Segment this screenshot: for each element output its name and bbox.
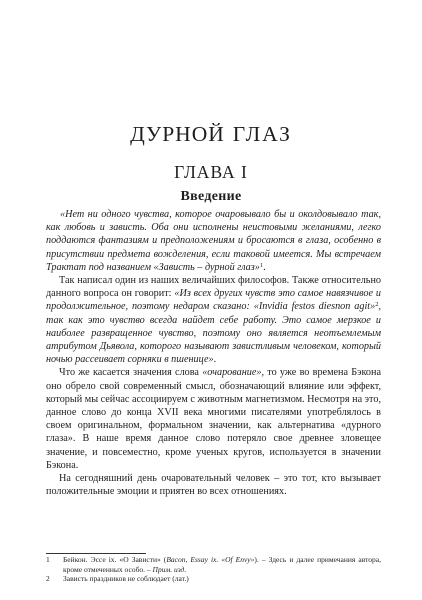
paragraph-1-tail: . (263, 261, 266, 273)
paragraph-3-lead: Что же касается значения слова (59, 367, 203, 379)
footnote-text (63, 555, 381, 574)
footnote-1-source: Bacon, Essay ix. «Of Envy» (166, 555, 255, 564)
title-word-1: ДУРНОЙ (130, 122, 225, 146)
footnote-ref-2: 2 (375, 301, 379, 309)
footnote-2 (46, 574, 381, 584)
footnote-text: Зависть праздников не соблюдает (лат.) (63, 574, 189, 584)
chapter-heading: ГЛАВА I (174, 162, 248, 182)
paragraph-2 (46, 274, 381, 366)
body-text (46, 208, 381, 498)
footnote-number: 2 (46, 574, 50, 584)
section-heading: Введение (180, 189, 242, 204)
paragraph-3-word: «очарование» (202, 367, 262, 379)
footnote-1-publisher-note: Прим. изд. (152, 564, 187, 574)
paragraph-2-lead: Так написал один из наших величайших философов. Также относительно данного вопроса он говорит: (46, 275, 381, 300)
footnote-divider (46, 553, 146, 554)
title-word-2: ГЛАЗ (232, 122, 292, 146)
footnote-1 (46, 555, 381, 574)
paragraph-4: На сегодняшний день очаровательный человек – это тот, кто вызывает положительные эмоции и приятен во всех отношениях. (46, 473, 381, 498)
paragraph-3-rest: , то уже во времена Бэкона оно обрело свой современный смысл, обозначающий влияние или эффект, который мы сейчас ассоциируем с животным магнетизмом. Несмотря на это, данное слово до конца XVII века многими писателями употреблялось в своем оригинальном, формальном значении, как альтернатива «дурного глаза». В наше время данное слово потеряло свое древнее зловещее значение, и повсеместно, кроме ученых кругов, используется в значении Бэкона. (46, 367, 381, 471)
footnote-ref-1: 1 (259, 261, 264, 269)
footnote-1-part-c: ). – Здесь и далее примечания автора, кроме отмеченных особо. – (63, 555, 381, 574)
footnotes (46, 555, 381, 584)
paragraph-2-quote-b: , так как это чувство всегда найдет себе работу. Это самое мерзкое и наиболее развращенное чувство, поэтому оно является неотъемлемым атрибутом Дьявола, которого называют завистливым человеком, который ночью рассеивает сорняки в пшенице» (46, 301, 381, 366)
footnote-number: 1 (46, 555, 50, 564)
book-title (0, 122, 422, 147)
quote-text: «Нет ни одного чувства, которое очаровывало бы и околдовывало так, как любовь и зависть. Оба они исполнены неистовыми желаниями, легко поддаются фантазиям и предположениям и бросаются в глаза, особенно в присутствии предмета вожделения, если таковой имеется. Мы встречаем Трактат под названием «Зависть – дурной глаз» (46, 209, 381, 273)
paragraph-2-tail: . (213, 354, 217, 366)
paragraph-2-quote-a: «Из всех других чувств это самое навязчивое и продолжительное, поэтому недаром сказано: «Invidia festos diesnon agit» (46, 288, 381, 313)
paragraph-1 (46, 208, 381, 274)
footnote-1-part-a: Бейкон. Эссе ix. «О Зависти» ( (63, 555, 167, 564)
paragraph-3 (46, 366, 381, 472)
